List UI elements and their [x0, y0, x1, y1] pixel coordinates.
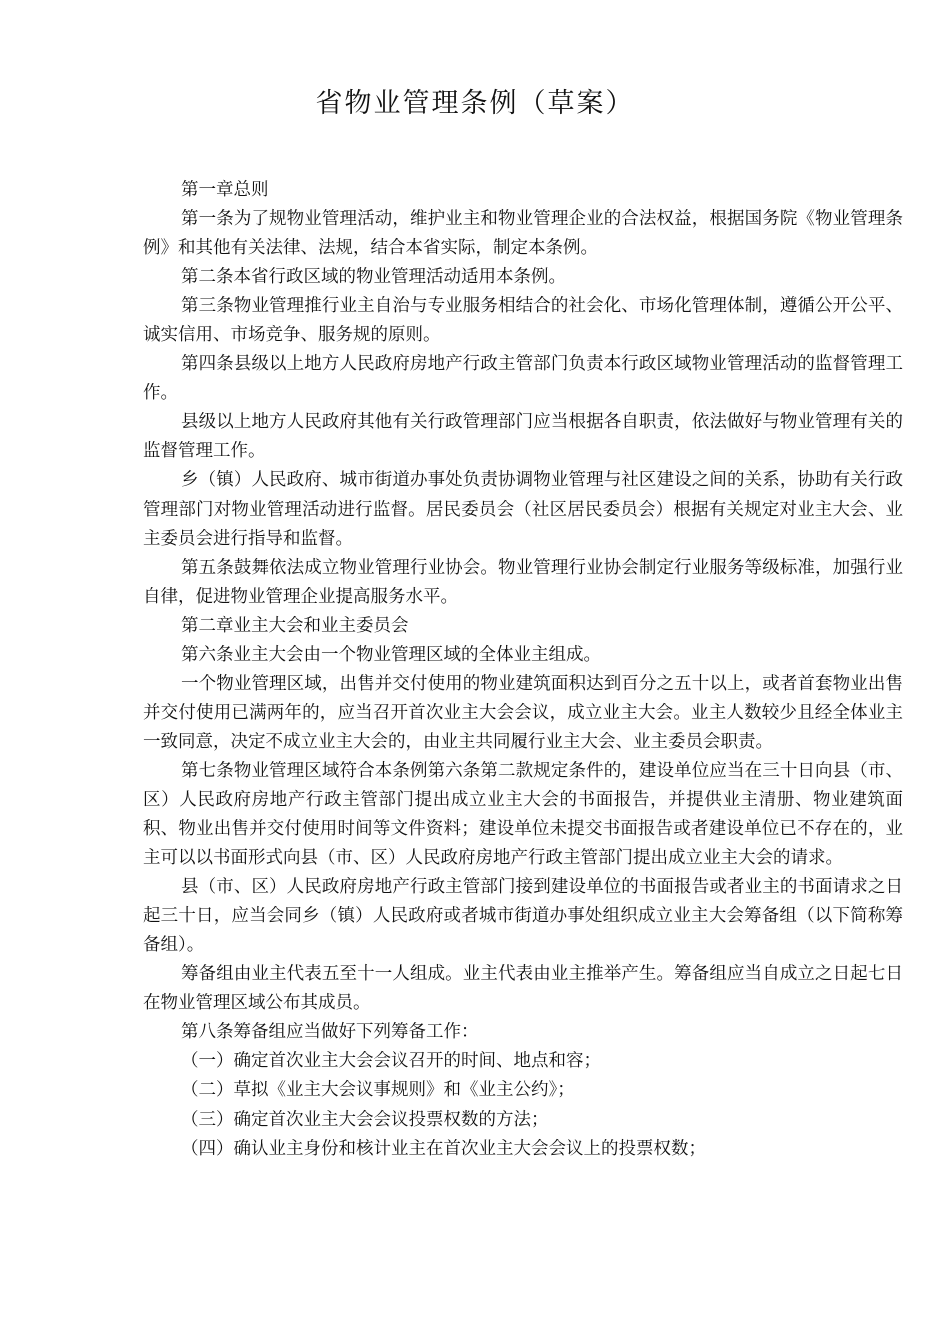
chapter-heading: 第一章总则 — [181, 180, 269, 200]
article-paragraph: 第五条鼓舞依法成立物业管理行业协会。物业管理行业协会制定行业服务等级标准，加强行业自律，促进物业管理企业提高服务水平。 — [143, 557, 903, 607]
article-paragraph: 县级以上地方人民政府其他有关行政管理部门应当根据各自职责，依法做好与物业管理有关的监督管理工作。 — [143, 412, 903, 462]
article-paragraph: 第一条为了规物业管理活动，维护业主和物业管理企业的合法权益，根据国务院《物业管理条例》和其他有关法律、法规，结合本省实际，制定本条例。 — [143, 209, 903, 259]
chapter-heading: 第二章业主大会和业主委员会 — [181, 615, 409, 636]
list-item: （二）草拟《业主大会议事规则》和《业主公约》； — [181, 1080, 575, 1101]
list-item: （四）确认业主身份和核计业主在首次业主大会会议上的投票权数； — [181, 1138, 706, 1159]
article-paragraph: 筹备组由业主代表五至十一人组成。业主代表由业主推举产生。筹备组应当自成立之日起七日在物业管理区域公布其成员。 — [143, 964, 903, 1014]
article-paragraph: 第三条物业管理推行业主自治与专业服务相结合的社会化、市场化管理体制，遵循公开公平、诚实信用、市场竞争、服务规的原则。 — [143, 296, 903, 346]
list-item: （一）确定首次业主大会会议召开的时间、地点和容； — [181, 1051, 601, 1072]
article-paragraph: 第八条筹备组应当做好下列筹备工作： — [181, 1022, 479, 1043]
article-paragraph: 县（市、区）人民政府房地产行政主管部门接到建设单位的书面报告或者业主的书面请求之日起三十日，应当会同乡（镇）人民政府或者城市街道办事处组织成立业主大会筹备组（以下简称筹备组）。 — [143, 877, 903, 956]
document-title: 省物业管理条例（草案） — [315, 88, 635, 119]
article-paragraph: 第二条本省行政区域的物业管理活动适用本条例。 — [181, 267, 566, 288]
article-paragraph: 一个物业管理区域，出售并交付使用的物业建筑面积达到百分之五十以上，或者首套物业出售并交付使用已满两年的，应当召开首次业主大会会议，成立业主大会。业主人数较少且经全体业主一致同意，决定不成立业主大会的，由业主共同履行业主大会、业主委员会职责。 — [143, 673, 903, 752]
article-paragraph: 乡（镇）人民政府、城市街道办事处负责协调物业管理与社区建设之间的关系，协助有关行政管理部门对物业管理活动进行监督。居民委员会（社区居民委员会）根据有关规定对业主大会、业主委员会进行指导和监督。 — [143, 470, 903, 549]
document-body — [143, 176, 903, 1164]
list-item: （三）确定首次业主大会会议投票权数的方法； — [181, 1109, 549, 1130]
article-paragraph: 第六条业主大会由一个物业管理区域的全体业主组成。 — [181, 644, 601, 665]
article-paragraph: 第七条物业管理区域符合本条例第六条第二款规定条件的，建设单位应当在三十日向县（市、区）人民政府房地产行政主管部门提出成立业主大会的书面报告，并提供业主清册、物业建筑面积、物业出售并交付使用时间等文件资料；建设单位未提交书面报告或者建设单位已不存在的，业主可以以书面形式向县（市、区）人民政府房地产行政主管部门提出成立业主大会的请求。 — [143, 760, 903, 869]
article-paragraph: 第四条县级以上地方人民政府房地产行政主管部门负责本行政区域物业管理活动的监督管理工作。 — [143, 354, 903, 404]
